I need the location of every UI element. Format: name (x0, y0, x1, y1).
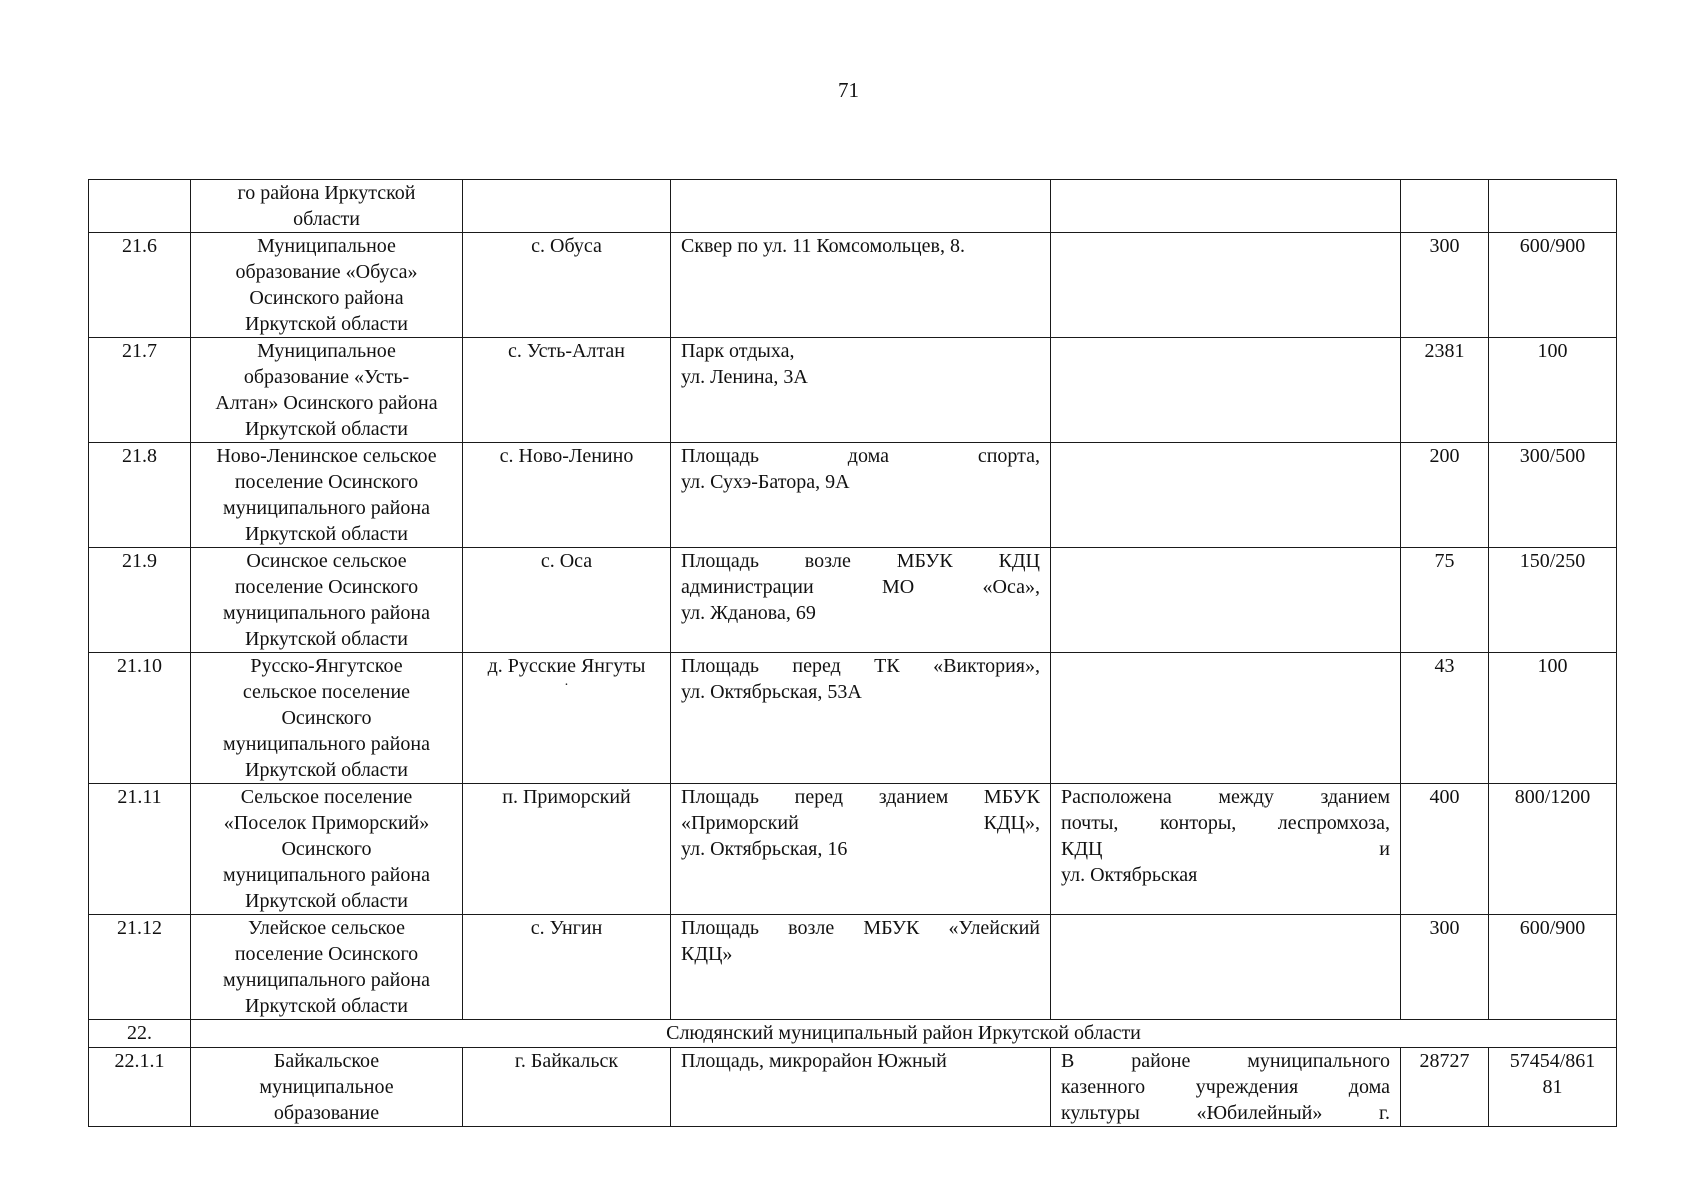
section-title: Слюдянский муниципальный район Иркутской области (191, 1020, 1617, 1048)
cell-place (671, 338, 1051, 443)
cell-note (1051, 1048, 1401, 1127)
cell-locality (463, 233, 671, 338)
organization-line: муниципальное (259, 1076, 394, 1098)
place-line: ул. Октябрьская, 53А (681, 681, 862, 703)
cell-capacity: 300/500 (1489, 443, 1617, 548)
cell-place (671, 548, 1051, 653)
place-line: «Приморский КДЦ», (681, 812, 1040, 834)
organization-line: Осинского района (249, 287, 404, 309)
place-line: ул. Ленина, 3А (681, 366, 808, 388)
cell-number: 21.10 (89, 653, 191, 784)
place-line: ул. Сухэ-Батора, 9А (681, 471, 850, 493)
place-line: Площадь перед ТК «Виктория», (681, 655, 1040, 677)
cell-place (671, 443, 1051, 548)
capacity-line: 81 (1542, 1076, 1563, 1098)
organization-line: образование «Обуса» (235, 261, 418, 283)
organization-line: муниципального района (223, 969, 430, 991)
cell-area (1401, 180, 1489, 233)
organization-line: Осинского (281, 838, 372, 860)
cell-locality (463, 548, 671, 653)
cell-area: 300 (1401, 915, 1489, 1020)
organization-line: поселение Осинского (234, 471, 419, 493)
section-number: 22. (89, 1020, 191, 1048)
cell-area: 400 (1401, 784, 1489, 915)
table-row (89, 548, 1617, 653)
cell-capacity (1489, 180, 1617, 233)
cell-note (1051, 233, 1401, 338)
organization-line: Иркутской области (245, 995, 408, 1017)
organization-line: Иркутской области (245, 418, 408, 440)
cell-organization (191, 1048, 463, 1127)
organization-line: сельское поселение (242, 681, 411, 703)
cell-area: 300 (1401, 233, 1489, 338)
note-line: культуры «Юбилейный» г. (1061, 1102, 1390, 1124)
cell-number (89, 180, 191, 233)
page-number: 71 (838, 78, 859, 102)
organization-line: Улейское сельское (248, 917, 405, 939)
cell-note (1051, 915, 1401, 1020)
locality-text: с. Ново-Ленино (499, 445, 634, 467)
cell-organization (191, 915, 463, 1020)
place-line: Сквер по ул. 11 Комсомольцев, 8. (681, 235, 965, 257)
locality-text: с. Усть-Алтан (507, 340, 626, 362)
cell-note (1051, 653, 1401, 784)
cell-organization (191, 653, 463, 784)
organization-line: Ново-Ленинское сельское (216, 445, 437, 467)
note-line: Расположена между зданием (1061, 786, 1390, 808)
organization-line: муниципального района (223, 733, 430, 755)
cell-place (671, 784, 1051, 915)
place-line: Площадь дома спорта, (681, 445, 1040, 467)
cell-organization (191, 180, 463, 233)
cell-number: 21.11 (89, 784, 191, 915)
table-row (89, 338, 1617, 443)
organization-line: Иркутской области (245, 523, 408, 545)
locality-text: с. Обуса (531, 235, 602, 257)
table-row (89, 653, 1617, 784)
cell-organization (191, 338, 463, 443)
cell-number: 21.9 (89, 548, 191, 653)
cell-organization (191, 548, 463, 653)
cell-number: 21.12 (89, 915, 191, 1020)
table-row (89, 233, 1617, 338)
organization-line: Иркутской области (245, 890, 408, 912)
organization-line: Русско-Янгутское (250, 655, 403, 677)
capacity-line: 57454/861 (1509, 1050, 1596, 1072)
organization-line: Муниципальное (257, 235, 396, 257)
organization-line: области (293, 208, 360, 230)
cell-area: 2381 (1401, 338, 1489, 443)
section-row (89, 1020, 1617, 1048)
organization-line: Осинского (281, 707, 372, 729)
table-row (89, 443, 1617, 548)
cell-place (671, 653, 1051, 784)
organization-line: муниципального района (223, 864, 430, 886)
cell-locality (463, 784, 671, 915)
cell-number: 21.6 (89, 233, 191, 338)
organization-line: поселение Осинского (234, 943, 419, 965)
cell-capacity: 100 (1489, 653, 1617, 784)
cell-capacity: 100 (1489, 338, 1617, 443)
cell-capacity: 800/1200 (1489, 784, 1617, 915)
cell-number: 22.1.1 (89, 1048, 191, 1127)
organization-line: го района Иркутской (237, 182, 416, 204)
cell-locality (463, 180, 671, 233)
place-line: Площадь, микрорайон Южный (681, 1050, 947, 1072)
cell-locality (463, 653, 671, 784)
organization-line: Осинское сельское (246, 550, 407, 572)
cell-note (1051, 548, 1401, 653)
cell-note (1051, 180, 1401, 233)
cell-area: 75 (1401, 548, 1489, 653)
note-line: КДЦ и (1061, 838, 1390, 860)
organization-line: муниципального района (223, 602, 430, 624)
cell-number: 21.7 (89, 338, 191, 443)
organization-line: Сельское поселение (240, 786, 413, 808)
cell-locality (463, 915, 671, 1020)
cell-organization (191, 784, 463, 915)
cell-place (671, 1048, 1051, 1127)
place-line: Площадь возле МБУК «Улейский (681, 917, 1040, 939)
place-line: Площадь перед зданием МБУК (681, 786, 1040, 808)
organization-line: Иркутской области (245, 313, 408, 335)
table-row (89, 784, 1617, 915)
organization-line: «Поселок Приморский» (223, 812, 430, 834)
place-line: ул. Октябрьская, 16 (681, 838, 848, 860)
organization-line: образование (273, 1102, 380, 1124)
note-line: В районе муниципального (1061, 1050, 1390, 1072)
cell-note (1051, 338, 1401, 443)
locality-text: д. Русские Янгуты (487, 655, 646, 677)
table-body (89, 180, 1617, 1127)
table-row (89, 1048, 1617, 1127)
place-line: Парк отдыха, (681, 340, 795, 362)
table-row (89, 915, 1617, 1020)
note-line: казенного учреждения дома (1061, 1076, 1390, 1098)
place-line: КДЦ» (681, 943, 733, 965)
cell-place (671, 915, 1051, 1020)
cell-place (671, 233, 1051, 338)
cell-capacity: 600/900 (1489, 915, 1617, 1020)
cell-capacity: 600/900 (1489, 233, 1617, 338)
locality-text: с. Унгин (530, 917, 603, 939)
cell-note (1051, 443, 1401, 548)
place-line: ул. Жданова, 69 (681, 602, 816, 624)
locality-text: п. Приморский (502, 786, 631, 808)
cell-capacity: 150/250 (1489, 548, 1617, 653)
cell-place (671, 180, 1051, 233)
organization-line: Иркутской области (245, 628, 408, 650)
note-line: почты, конторы, леспромхоза, (1061, 812, 1390, 834)
organization-line: поселение Осинского (234, 576, 419, 598)
cell-locality (463, 443, 671, 548)
note-line: ул. Октябрьская (1061, 864, 1198, 886)
place-line: администрации МО «Оса», (681, 576, 1040, 598)
organization-line: образование «Усть- (243, 366, 410, 388)
cell-organization (191, 233, 463, 338)
regional-venue-table (88, 179, 1617, 1127)
scan-dot: · (564, 678, 569, 693)
organization-line: Иркутской области (245, 759, 408, 781)
organization-line: Алтан» Осинского района (215, 392, 438, 414)
place-line: Площадь возле МБУК КДЦ (681, 550, 1040, 572)
cell-number: 21.8 (89, 443, 191, 548)
cell-organization (191, 443, 463, 548)
organization-line: Байкальское (273, 1050, 380, 1072)
cell-locality (463, 338, 671, 443)
cell-note (1051, 784, 1401, 915)
table-row-continuation (89, 180, 1617, 233)
organization-line: Муниципальное (257, 340, 396, 362)
locality-text: с. Оса (540, 550, 593, 572)
organization-line: муниципального района (223, 497, 430, 519)
cell-area: 200 (1401, 443, 1489, 548)
cell-capacity (1489, 1048, 1617, 1127)
cell-area: 28727 (1401, 1048, 1489, 1127)
cell-area: 43 (1401, 653, 1489, 784)
cell-locality: г. Байкальск (463, 1048, 671, 1127)
